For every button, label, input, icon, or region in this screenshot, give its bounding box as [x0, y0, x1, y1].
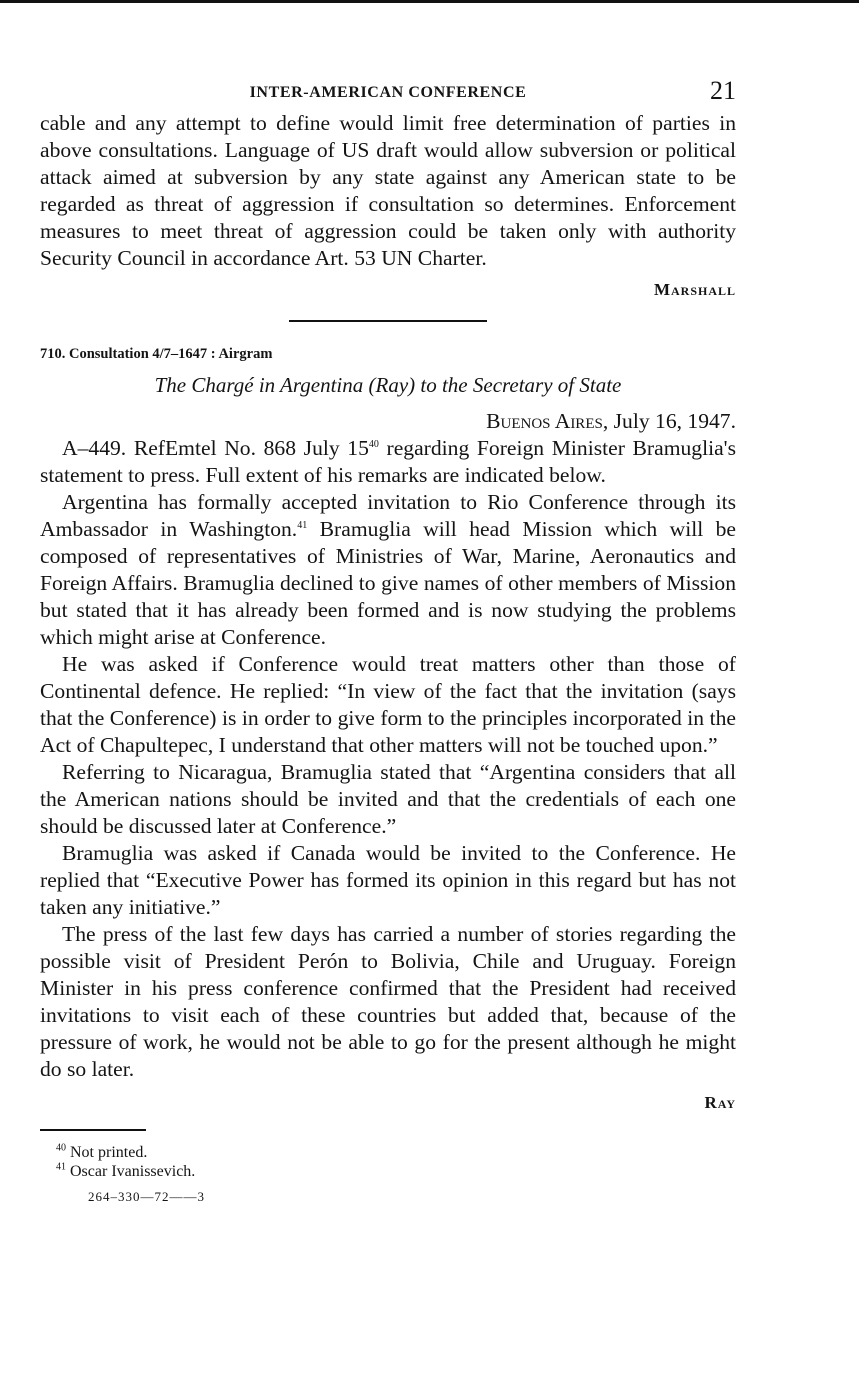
p1-text-b: regarding Foreign Minister Bramuglia's statement to press. Full extent of his remarks are indicated below.: [40, 436, 736, 487]
p1-text-a: A–449. RefEmtel No. 868 July 15: [62, 436, 369, 460]
section-divider: [289, 320, 487, 322]
body-paragraph-3: He was asked if Conference would treat matters other than those of Continental defence. He replied: “In view of the fact that the invitation (says that the Conference) is in order to give form to the principles incorporated in the Act of Chapultepec, I understand that other matters will not be touched upon.”: [40, 652, 736, 757]
footnote-ref-41[interactable]: 41: [297, 519, 308, 531]
body-paragraph-1: [40, 435, 736, 489]
footnote-rule: [40, 1129, 146, 1131]
page-header: [40, 76, 736, 110]
footnote-40: [56, 1143, 736, 1162]
body-paragraph-2: [40, 489, 736, 651]
signature-marshall: Marshall: [653, 280, 736, 299]
body-paragraph-5: Bramuglia was asked if Canada would be invited to the Conference. He replied that “Executive Power has formed its opinion in this regard but has not taken any initiative.”: [40, 841, 736, 919]
signature-ray: Ray: [704, 1093, 736, 1112]
footnote-ref-40[interactable]: 40: [368, 438, 379, 450]
p2-text-b: Bramuglia will head Mission which will be composed of representatives of Ministries of War, Marine, Aeronautics and Foreign Affairs. Bramuglia declined to give names of other members of Mission but stated that it has already been formed and is now studying the problems which might arise at Conference.: [40, 517, 736, 649]
footnote-41: [56, 1162, 736, 1181]
document-page: [40, 76, 736, 1205]
footnote-number: 41: [56, 1161, 66, 1173]
footnote-text: Not printed.: [70, 1144, 148, 1161]
footnotes: [40, 1143, 736, 1181]
body-paragraph-6: The press of the last few days has carried a number of stories regarding the possible visit of President Perón to Bolivia, Chile and Uruguay. Foreign Minister in his press conference confirmed that the President had received invitations to visit each of these countries but added that, because of the pressure of work, he would not be able to go for the present although he might do so later.: [40, 922, 736, 1081]
footnote-number: 40: [56, 1142, 66, 1154]
page-number: 21: [710, 76, 736, 105]
body-paragraph-4: Referring to Nicaragua, Bramuglia stated that “Argentina considers that all the American nations should be invited and that the credentials of each one should be discussed later at Conference.”: [40, 760, 736, 838]
document-title: The Chargé in Argentina (Ray) to the Secretary of State: [154, 373, 622, 397]
continuation-paragraph: cable and any attempt to define would limit free determination of parties in above consultations. Language of US draft would allow subversion or political attack aimed at subversion by any state against any American state to be regarded as threat of aggression if consultation so determines. Enforcement measures to meet threat of aggression could be taken only with authority Security Council in accordance Art. 53 UN Charter.: [40, 111, 736, 270]
dateline-date: July 16, 1947.: [613, 409, 736, 433]
footnote-text: Oscar Ivanissevich.: [70, 1163, 196, 1180]
dateline: Buenos Aires, July 16, 1947.: [486, 409, 736, 433]
p2-text-a: Argentina has formally accepted invitation to Rio Conference through its Ambassador in Washington.: [40, 490, 736, 541]
running-head: INTER-AMERICAN CONFERENCE: [249, 84, 527, 101]
printer-line: 264–330—72——3: [88, 1189, 205, 1204]
top-edge-rule: [0, 0, 859, 3]
file-reference: 710. Consultation 4/7–1647 : Airgram: [40, 346, 273, 362]
dateline-place: Buenos Aires: [486, 409, 603, 433]
